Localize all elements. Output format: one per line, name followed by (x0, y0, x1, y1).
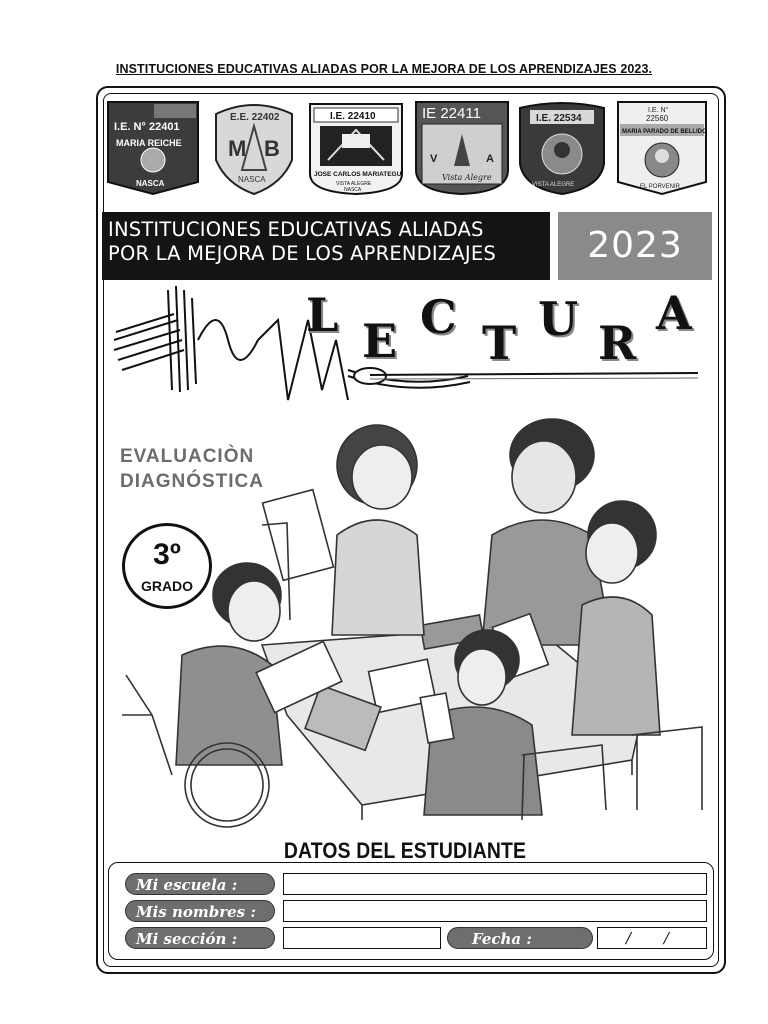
shield-logo-22534-icon (514, 100, 610, 196)
svg-text:E.E. 22402: E.E. 22402 (230, 112, 280, 123)
svg-text:JOSE CARLOS MARIATEGUI: JOSE CARLOS MARIATEGUI (314, 171, 404, 178)
title-letter-r: R (598, 316, 637, 370)
page-heading: INSTITUCIONES EDUCATIVAS ALIADAS POR LA MEJORA DE LOS APRENDIZAJES 2023. (115, 62, 653, 76)
school-logos-row (104, 100, 714, 204)
school-label: Mi escuela : (125, 873, 275, 895)
grade-badge (122, 523, 212, 609)
grade-label: GRADO (140, 578, 194, 594)
shield-logo-22402-icon (212, 100, 296, 196)
svg-text:NASCA: NASCA (136, 179, 165, 188)
evaluation-title (120, 444, 264, 494)
svg-text:IE 22411: IE 22411 (422, 105, 481, 122)
title-letter-t: T (482, 316, 517, 370)
svg-text:I.E. N° 22401: I.E. N° 22401 (114, 121, 180, 133)
evaluation-line-2: DIAGNÓSTICA (120, 471, 264, 492)
svg-text:I.E. 22410: I.E. 22410 (330, 111, 376, 122)
names-field[interactable] (283, 900, 707, 922)
svg-text:EL PORVENIR: EL PORVENIR (640, 184, 681, 190)
svg-text:VISTA ALEGRE: VISTA ALEGRE (532, 182, 575, 188)
svg-text:Vista Alegre: Vista Alegre (442, 173, 492, 182)
svg-text:B: B (264, 136, 280, 161)
svg-text:M: M (228, 136, 247, 161)
title-letter-e: E (362, 314, 398, 368)
banner-line-1: INSTITUCIONES EDUCATIVAS ALIADAS (108, 218, 484, 241)
student-data-form (108, 862, 714, 960)
title-letter-l: L (306, 288, 339, 342)
title-letter-c: C (420, 290, 457, 344)
date-field[interactable] (597, 927, 707, 949)
shield-logo-22560-icon (616, 100, 708, 196)
svg-text:VISTA ALEGRE: VISTA ALEGRE (336, 181, 372, 187)
title-banner (102, 212, 712, 280)
shield-logo-22410-icon (308, 100, 404, 196)
shield-logo-22401-icon (106, 100, 200, 196)
grade-number: 3º (153, 538, 181, 571)
shield-logo-22411-icon (414, 100, 510, 196)
svg-text:I.E. N°: I.E. N° (648, 107, 669, 114)
school-field[interactable] (283, 873, 707, 895)
banner-year: 2023 (558, 212, 712, 280)
section-label: Mi sección : (125, 927, 275, 949)
lectura-heading (108, 280, 708, 410)
svg-text:V: V (430, 153, 438, 165)
names-label: Mis nombres : (125, 900, 275, 922)
date-value: / / (626, 929, 683, 947)
banner-institutions-text (102, 212, 550, 280)
svg-text:A: A (486, 153, 494, 165)
svg-text:MARIA PARADO DE BELLIDO: MARIA PARADO DE BELLIDO (622, 129, 707, 135)
svg-text:I.E. 22534: I.E. 22534 (536, 113, 582, 124)
title-letter-a: A (656, 286, 692, 340)
svg-text:MARIA REICHE: MARIA REICHE (116, 138, 182, 148)
section-field[interactable] (283, 927, 441, 949)
svg-text:22560: 22560 (646, 114, 669, 123)
banner-line-2: POR LA MEJORA DE LOS APRENDIZAJES (108, 242, 496, 265)
date-label: Fecha : (447, 927, 593, 949)
student-data-title: DATOS DEL ESTUDIANTE (283, 838, 527, 863)
svg-text:NASCA: NASCA (238, 175, 266, 184)
title-letter-u: U (538, 292, 579, 346)
evaluation-line-1: EVALUACIÒN (120, 446, 255, 467)
svg-text:NASCA: NASCA (344, 187, 362, 193)
